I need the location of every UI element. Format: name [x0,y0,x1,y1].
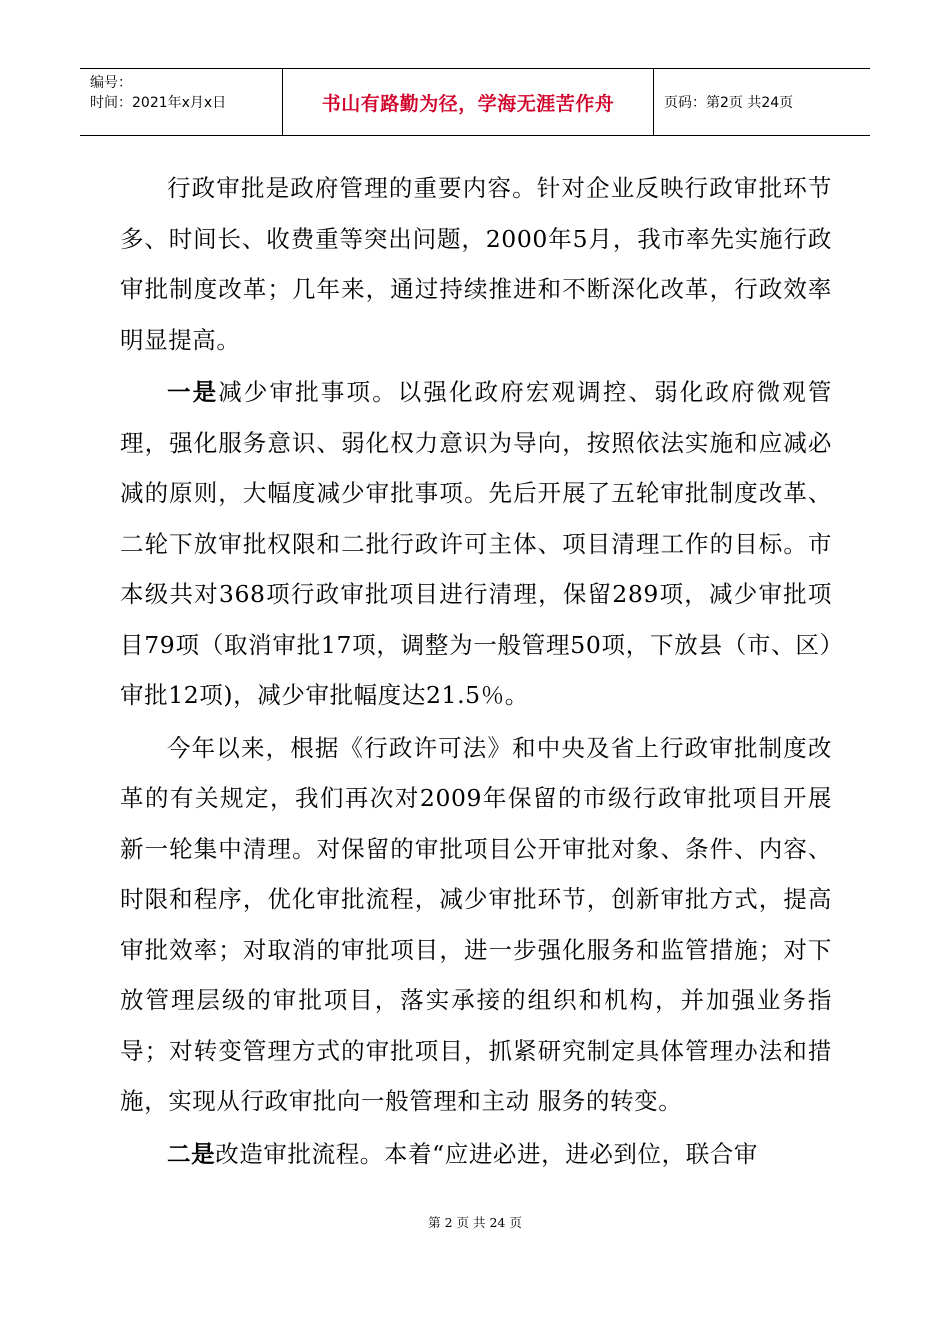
document-time-label: 时间：2021年x月x日 [90,95,227,111]
paragraph-this-year [120,723,832,1127]
document-body [120,163,832,1181]
page-footer: 第 2 页 共 24 页 [428,1215,522,1230]
paragraph-text: 减少审批事项。以强化政府宏观调控、弱化政府微观管理，强化服务意识、弱化权力意识为导向，按照依法实施和应减必减的原则，大幅度减少审批事项。先后开展了五轮审批制度改革、二轮下放审批权限和二批行政许可主体、项目清理工作的目标。市本级共对368项行政审批项目进行清理，保留289项，减少审批项目79项（取消审批17项，调整为一般管理50项，下放县（市、区）审批12项)，减少审批幅度达21.5％。 [120,378,832,709]
paragraph-lead: 一是 [167,378,219,406]
header-meta [80,69,282,135]
paragraph-intro [120,163,832,365]
header-motto [282,69,654,135]
paragraph-point-two [120,1129,832,1180]
paragraph-text: 行政审批是政府管理的重要内容。针对企业反映行政审批环节多、时间长、收费重等突出问题，2000年5月，我市率先实施行政审批制度改革；几年来，通过持续推进和不断深化改革，行政效率明显提高。 [120,174,832,354]
page-header [80,68,870,136]
paragraph-text: 改造审批流程。本着“应进必进，进必到位，联合审 [215,1139,759,1168]
page-info-text: 页码：第2页 共24页 [664,95,794,111]
motto-text: 书山有路勤为径，学海无涯苦作舟 [321,92,615,115]
document-number-label: 编号： [90,75,132,91]
paragraph-text: 今年以来，根据《行政许可法》和中央及省上行政审批制度改革的有关规定，我们再次对2009年保留的市级行政审批项目开展新一轮集中清理。对保留的审批项目公开审批对象、条件、内容、时限和程序，优化审批流程，减少审批环节，创新审批方式，提高审批效率；对取消的审批项目，进一步强化服务和监管措施；对下放管理层级的审批项目，落实承接的组织和机构，并加强业务指导；对转变管理方式的审批项目，抓紧研究制定具体管理办法和措施，实现从行政审批向一般管理和主动 服务的转变。 [120,733,832,1115]
header-page-info [654,69,870,135]
paragraph-lead: 二是 [167,1139,216,1168]
paragraph-point-one [120,367,832,721]
